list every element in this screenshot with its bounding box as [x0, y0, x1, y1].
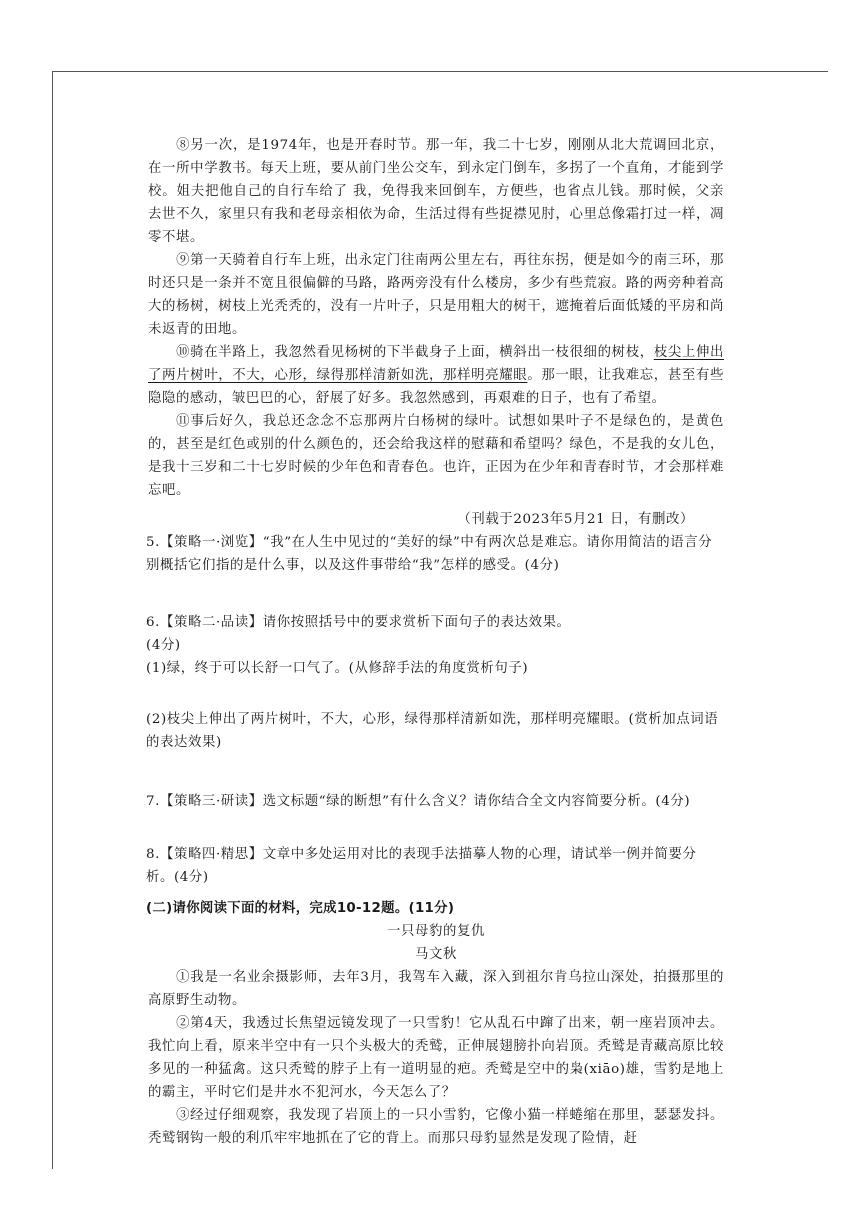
- paragraph-9: ⑨第一天骑着自行车上班，出永定门往南两公里左右，再往东拐，便是如今的南三环，那时还只是一条并不宽且很偏僻的马路，路两旁没有什么楼房，多少有些荒寂。路的两旁种着高大的杨树，树枝上光秃秃的，没有一片叶子，只是用粗大的树干，遮掩着后面低矮的平房和尚未返青的田地。: [148, 253, 724, 337]
- answer-space-6-2: [148, 754, 724, 790]
- question-7: 7.【策略三·研读】选文标题“绿的断想”有什么含义？请你结合全文内容简要分析。(4分): [146, 794, 691, 809]
- question-6: 6.【策略二·品读】请你按照括号中的要求赏析下面句子的表达效果。: [146, 615, 571, 630]
- question-5: 5.【策略一·浏览】“我”在人生中见过的“美好的绿”中有两次总是难忘。请你用简洁的语言分别概括它们指的是什么事，以及这件事带给“我”怎样的感受。(4分): [146, 535, 713, 573]
- page-border-left: [52, 71, 53, 1169]
- answer-space-7: [148, 813, 724, 843]
- source-citation: （刊载于2023年5月21 日，有删改）: [457, 512, 694, 527]
- article-title: 一只母豹的复仇: [387, 924, 485, 939]
- paragraph-10-text-a: ⑩骑在半路上，我忽然看见杨树的下半截身子上面，横斜出一枝很细的树枝，: [176, 345, 654, 360]
- section-2-heading: (二)请你阅读下面的材料，完成10-12题。(11分): [146, 901, 455, 916]
- article-paragraph-2: ②第4天，我透过长焦望远镜发现了一只雪豹！它从乱石中蹿了出来，朝一座岩顶冲去。我忙向上看，原来半空中有一只个头极大的秃鹫，正伸展翅膀扑向岩顶。秃鹫是青藏高原比较多见的一种猛禽。这只秃鹫的脖子上有一道明显的疤。秃鹫是空中的枭(xiāo)雄，雪豹是地上的霸主，平时它们是井水不犯河水，今天怎么了？: [148, 1016, 724, 1100]
- answer-space-5: [148, 577, 724, 611]
- question-6-part-2: (2)枝尖上伸出了两片树叶，不大，心形，绿得那样清新如洗，那样明亮耀眼。(赏析加点词语的表达效果): [146, 712, 719, 750]
- underlined-sentence: 枝尖上伸出了两片树叶，不大，心形，绿得那样清新如洗，那样明亮耀眼: [148, 345, 725, 383]
- paragraph-11: ⑪事后好久，我总还念念不忘那两片白杨树的绿叶。试想如果叶子不是绿色的，是黄色的，甚至是红色或别的什么颜色的，还会给我这样的慰藉和希望吗？绿色，不是我的女儿色，是我十三岁和二十七岁时候的少年色和青春色。也许，正因为在少年和青春时节，才会那样难忘吧。: [148, 414, 724, 498]
- paragraph-10-text-b: 。那一眼，让我难忘，甚至有些隐隐的感动，皱巴巴的心，舒展了好多。我忽然感到，再艰难的日子，也有了希望。: [148, 368, 724, 406]
- document-body: [148, 134, 724, 1150]
- question-8: 8.【策略四·精思】文章中多处运用对比的表现手法描摹人物的心理，请试举一例并简要分析。(4分): [146, 847, 697, 885]
- question-6-part-1: (1)绿，终于可以长舒一口气了。(从修辞手法的角度赏析句子): [146, 661, 529, 676]
- page-border-top: [52, 71, 828, 72]
- paragraph-10: [148, 341, 724, 410]
- article-paragraph-3: ③经过仔细观察，我发现了岩顶上的一只小雪豹，它像小猫一样蜷缩在那里，瑟瑟发抖。秃鹫钢钩一般的利爪牢牢地抓在了它的背上。而那只母豹显然是发现了险情，赶: [148, 1108, 724, 1146]
- article-author: 马文秋: [415, 947, 457, 962]
- answer-space-6-1: [148, 680, 724, 708]
- paragraph-8: ⑧另一次，是1974年，也是开春时节。那一年，我二十七岁，刚刚从北大荒调回北京，在一所中学教书。每天上班，要从前门坐公交车，到永定门倒车，多拐了一个直角，才能到学校。姐夫把他自己的自行车给了 我，免得我来回倒车，方便些，也省点儿钱。那时候，父亲去世不久，家里只有我和老母亲相依为命，生活过得有些捉襟见肘，心里总像霜打过一样，凋零不堪。: [148, 138, 724, 245]
- question-6-score: (4分): [146, 638, 181, 653]
- article-paragraph-1: ①我是一名业余摄影师，去年3月，我驾车入藏，深入到祖尔肯乌拉山深处，拍摄那里的高原野生动物。: [148, 970, 724, 1008]
